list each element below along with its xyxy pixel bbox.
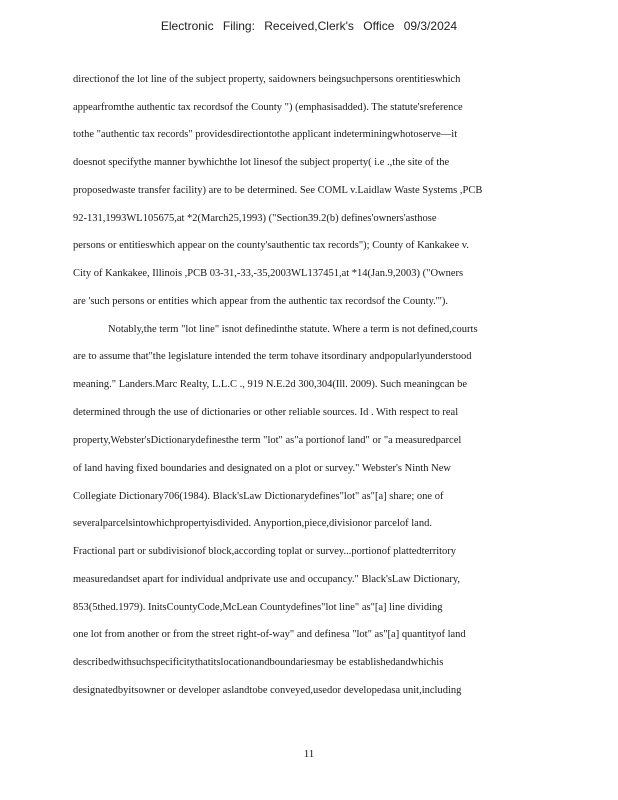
body-line-1: directionof the lot line of the subject property, saidowners beingsuchpersons orentitieswhich: [73, 74, 461, 85]
body-line-11: are to assume that"the legislature intended the term tohave itsordinary andpopularlyunderstood: [73, 351, 472, 362]
body-line-6: 92-131,1993WL105675,at *2(March25,1993) ("Section39.2(b) defines'owners'asthose: [73, 213, 437, 224]
body-line-3: tothe "authentic tax records" providesdirectiontothe applicant indeterminingwhotoserve—it: [73, 129, 458, 140]
body-line-21: one lot from another or from the street right-of-way" and definesa "lot" as"[a] quantityof land: [73, 629, 466, 640]
body-line-7: persons or entitieswhich appear on the county'sauthentic tax records"); County of Kankakee v.: [73, 240, 469, 251]
body-line-9: are 'such persons or entities which appear from the authentic tax recordsof the County.'").: [73, 296, 449, 307]
body-line-4: doesnot specifythe manner bywhichthe lot linesof the subject property( i.e .,the site of the: [73, 157, 450, 168]
body-line-5: proposedwaste transfer facility) are to be determined. See COML v.Laidlaw Waste Systems ,PCB: [73, 185, 483, 196]
body-line-8: City of Kankakee, Illinois ,PCB 03-31,-33,-35,2003WL137451,at *14(Jan.9,2003) ("Owners: [73, 268, 464, 279]
body-line-17: severalparcelsintowhichpropertyisdivided. Anyportion,piece,divisionor parcelof land.: [73, 518, 432, 529]
body-line-14: property,Webster'sDictionarydefinesthe term "lot" as"a portionof land" or "a measuredparcel: [73, 435, 462, 446]
body-line-16: Collegiate Dictionary706(1984). Black'sLaw Dictionarydefines"lot" as"[a] share; one of: [73, 491, 444, 502]
filing-header: Electronic Filing: Received,Clerk's Office 09/3/2024: [160, 19, 458, 33]
body-line-12: meaning." Landers.Marc Realty, L.L.C ., 919 N.E.2d 300,304(Ill. 2009). Such meaningcan be: [73, 379, 468, 390]
body-line-20: 853(5thed.1979). InitsCountyCode,McLean Countydefines"lot line" as"[a] line dividing: [73, 602, 443, 613]
body-line-10: Notably,the term "lot line" isnot definedinthe statute. Where a term is not defined,courts: [108, 324, 478, 335]
body-line-18: Fractional part or subdivisionof block,according toplat or survey...portionof plattedterritory: [73, 546, 457, 557]
body-line-23: designatedbyitsowner or developer aslandtobe conveyed,usedor developedasa unit,including: [73, 685, 462, 696]
page-number: 11: [303, 748, 315, 760]
body-line-19: measuredandset apart for individual andprivate use and occupancy." Black'sLaw Dictionary,: [73, 574, 461, 585]
body-line-22: describedwithsuchspecificitythatitslocationandboundariesmay be establishedandwhichis: [73, 657, 444, 668]
body-line-13: determined through the use of dictionaries or other reliable sources. Id . With respect to real: [73, 407, 459, 418]
body-line-2: appearfromthe authentic tax recordsof the County ") (emphasisadded). The statute'sreference: [73, 102, 463, 113]
body-line-15: of land having fixed boundaries and designated on a plot or survey." Webster's Ninth New: [73, 463, 451, 474]
